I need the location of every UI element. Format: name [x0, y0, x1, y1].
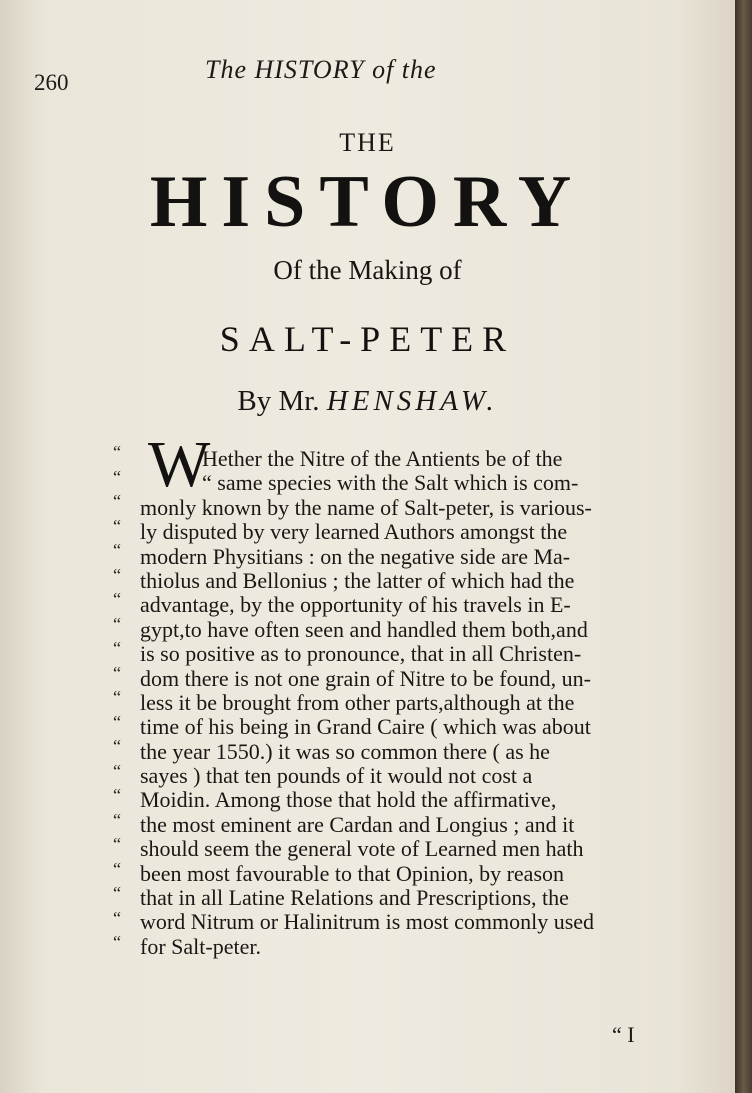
body-line: advantage, by the opportunity of his travels in E- — [140, 592, 571, 618]
book-edge — [735, 0, 752, 1093]
quotation-marks-column — [113, 440, 137, 955]
quote-mark: “ — [113, 466, 121, 487]
quote-mark: “ — [113, 564, 121, 585]
body-line: gypt,to have often seen and handled them both,and — [140, 616, 588, 642]
body-line: sayes ) that ten pounds of it would not cost a — [140, 763, 533, 789]
body-line: the most eminent are Cardan and Longius ; and it — [140, 811, 575, 837]
quote-mark: “ — [113, 809, 121, 830]
quote-mark: “ — [113, 638, 121, 658]
title-salt-peter: SALT-PETER — [219, 319, 516, 359]
page-number: 260 — [34, 70, 69, 95]
body-line: less it be brought from other parts,although at the — [140, 689, 575, 715]
quote-mark: “ — [113, 540, 121, 560]
quote-mark: “ — [113, 662, 121, 683]
body-line: Moidin. Among those that hold the affirmative, — [140, 787, 557, 813]
body-text — [140, 447, 660, 959]
title-history: HISTORY — [149, 161, 586, 243]
author-name: HENSHAW. — [326, 385, 498, 417]
quote-mark: “ — [113, 589, 121, 609]
quote-mark: “ — [113, 736, 121, 756]
body-line: is so positive as to pronounce, that in all Christen- — [140, 641, 582, 667]
quote-mark: “ — [113, 883, 121, 903]
title-the: THE — [339, 128, 396, 157]
body-line: ly disputed by very learned Authors amongst the — [140, 519, 568, 545]
quote-mark: “ — [113, 687, 121, 707]
author-prefix: By Mr. — [237, 385, 320, 417]
quote-mark: “ — [113, 491, 121, 511]
body-line: Hether the Nitre of the Antients be of the — [202, 446, 563, 471]
quote-mark: “ — [113, 785, 121, 805]
body-line: word Nitrum or Halinitrum is most commonly used — [140, 909, 595, 935]
quote-mark: “ — [113, 711, 121, 732]
body-line: modern Physitians : on the negative side are Ma- — [140, 543, 571, 569]
quote-mark: “ — [113, 932, 121, 952]
quote-mark: “ — [113, 858, 121, 879]
title-making-of: Of the Making of — [273, 255, 462, 285]
body-line: the year 1550.) it was so common there ( as he — [140, 738, 550, 764]
body-line: dom there is not one grain of Nitre to be found, un- — [140, 665, 591, 691]
quote-mark: “ — [113, 907, 121, 928]
body-line: should seem the general vote of Learned men hath — [140, 836, 584, 862]
running-head: The HISTORY of the — [205, 55, 437, 84]
quote-mark: “ — [113, 760, 121, 781]
quote-mark: “ — [113, 834, 121, 854]
quote-mark: “ — [113, 613, 121, 634]
quote-mark: “ — [113, 442, 121, 462]
drop-cap: W — [148, 428, 211, 501]
body-line: thiolus and Bellonius ; the latter of which had the — [140, 567, 575, 593]
catchword: “ I — [612, 1022, 635, 1047]
body-line: been most favourable to that Opinion, by reason — [140, 860, 565, 886]
body-line: monly known by the name of Salt-peter, is various- — [140, 494, 592, 520]
body-line: “ same species with the Salt which is com- — [202, 470, 579, 496]
body-line: time of his being in Grand Caire ( which was about — [140, 714, 591, 740]
body-line: that in all Latine Relations and Prescriptions, the — [140, 885, 569, 911]
author-line — [0, 385, 735, 418]
body-line: for Salt-peter. — [140, 933, 261, 959]
quote-mark: “ — [113, 515, 121, 536]
